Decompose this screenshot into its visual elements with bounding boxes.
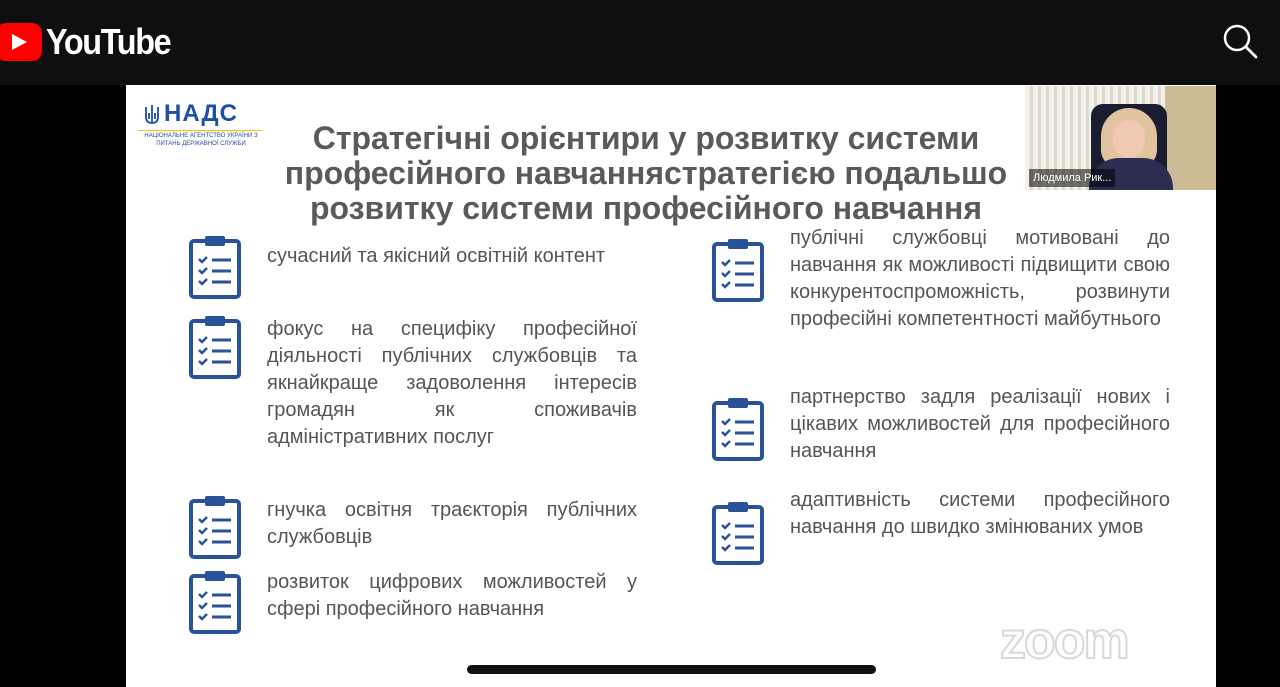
- clipboard-checklist-icon: [711, 397, 765, 461]
- youtube-logo[interactable]: [0, 21, 184, 63]
- right-item-1: публічні службовці мотивовані до навчання як можливості підвищити свою конкурентоспроможність, розвинути професійні компетентності майбутнього: [790, 227, 1170, 330]
- clipboard-checklist-icon: [188, 235, 242, 299]
- clipboard-checklist-icon: [188, 495, 242, 559]
- home-indicator[interactable]: [467, 665, 876, 674]
- participant-video-tile[interactable]: [1025, 86, 1216, 190]
- clipboard-checklist-icon: [711, 501, 765, 565]
- zoom-watermark: zoom: [1000, 612, 1128, 670]
- youtube-logo-text: YouTube: [46, 21, 171, 62]
- slide-title-line: професійного навчаннястратегією подальшо: [284, 155, 1008, 191]
- slide-title-line: розвитку системи професійного навчання: [309, 190, 983, 226]
- right-item-3: адаптивність системи професійного навчання до швидко змінюваних умов: [790, 489, 1170, 538]
- participant-face: [1113, 120, 1145, 158]
- left-item-4: розвиток цифрових можливостей у сфері професійного навчання: [267, 571, 637, 620]
- slide-title-line: Стратегічні орієнтири у розвитку системи: [312, 120, 980, 156]
- left-item-3: гнучка освітня траєкторія публічних службовців: [267, 499, 637, 548]
- logo-divider: [138, 130, 262, 131]
- participant-name: Людмила Рик...: [1029, 169, 1115, 187]
- youtube-header: [0, 0, 1280, 85]
- nads-logo: [134, 95, 266, 155]
- nads-logo-subtitle: НАЦІОНАЛЬНЕ АГЕНТСТВО УКРАЇНИ З ПИТАНЬ ДЕРЖАВНОЇ СЛУЖБИ: [144, 133, 258, 147]
- clipboard-checklist-icon: [711, 238, 765, 302]
- clipboard-checklist-icon: [188, 570, 242, 634]
- search-button[interactable]: [1218, 20, 1262, 64]
- search-icon: [1218, 20, 1262, 64]
- left-item-2: фокус на специфіку професійної діяльності публічних службовців та якнайкраще задоволення інтересів громадян як споживачів адміністративних послуг: [267, 318, 637, 448]
- youtube-play-icon: [0, 23, 42, 61]
- background-wall: [1165, 86, 1216, 190]
- clipboard-checklist-icon: [188, 315, 242, 379]
- left-item-1: сучасний та якісний освітній контент: [267, 245, 606, 267]
- right-item-2: партнерство задля реалізації нових і цікавих можливостей для професійного навчання: [790, 386, 1170, 462]
- trident-icon: [144, 103, 160, 127]
- slide-title: [266, 121, 1026, 226]
- nads-logo-name: НАДС: [164, 100, 238, 127]
